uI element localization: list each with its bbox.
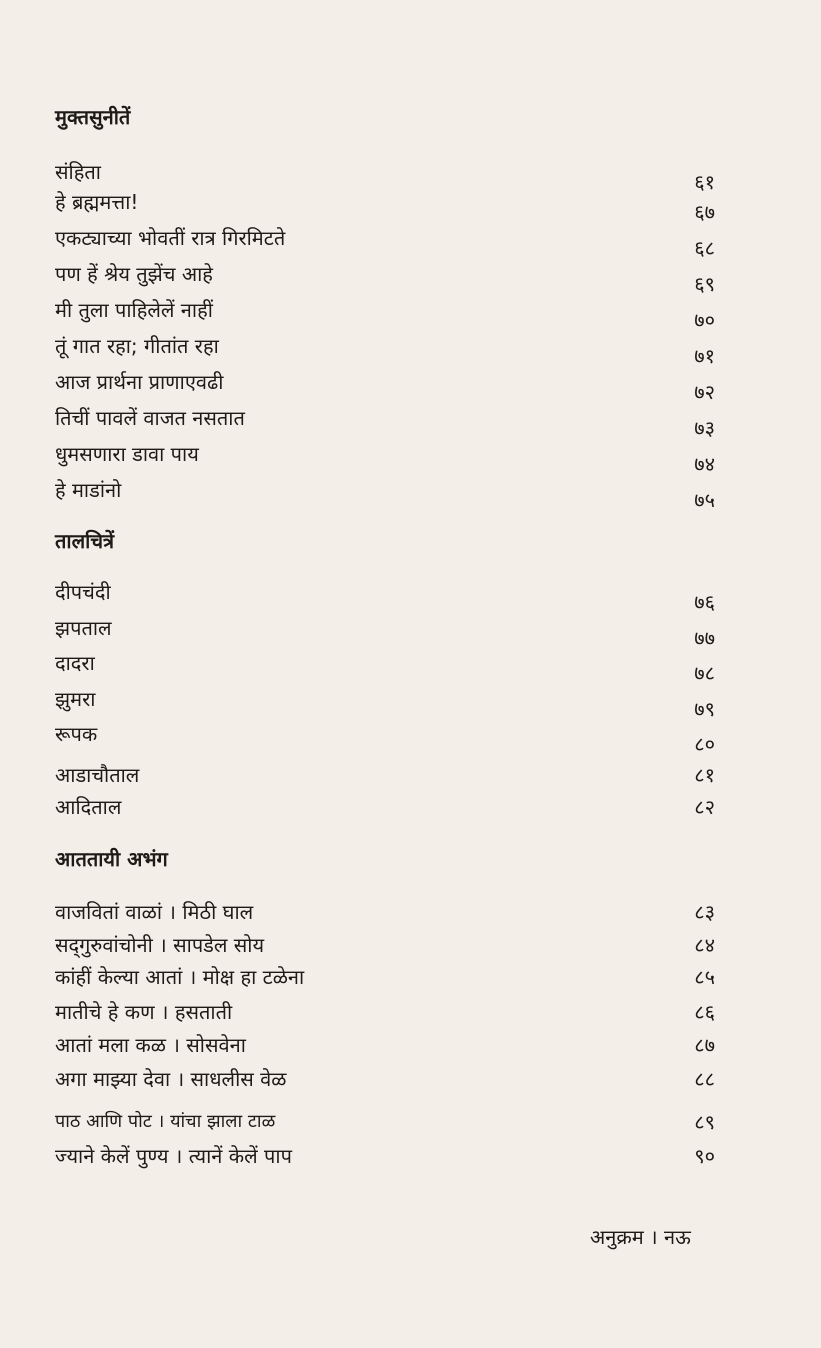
- toc-entry: [55, 930, 715, 960]
- page-footer: अनुक्रम । नऊ: [590, 1225, 691, 1249]
- entry-title: दीपचंदी: [55, 580, 111, 604]
- toc-entry: [55, 1141, 715, 1171]
- entry-title: दादरा: [55, 651, 95, 675]
- entry-page-number: ८२: [694, 795, 715, 819]
- entry-title: पण हें श्रेय तुझेंच आहे: [55, 262, 213, 286]
- entry-page-number: ८९: [694, 1110, 715, 1134]
- entry-page-number: ६९: [694, 272, 715, 296]
- entry-page-number: ८५: [694, 965, 715, 989]
- entry-page-number: ७२: [694, 380, 715, 404]
- toc-entry: [55, 577, 715, 614]
- entry-page-number: ७४: [694, 452, 715, 476]
- toc-entry: [55, 295, 715, 332]
- entry-title: आडाचौताल: [55, 763, 140, 787]
- entry-title: आज प्रार्थना प्राणाएवढी: [55, 370, 224, 394]
- entry-title: झुमरा: [55, 687, 96, 711]
- toc-entry: [55, 648, 715, 685]
- entry-title: पाठ आणि पोट । यांचा झाला टाळ: [55, 1111, 276, 1132]
- toc-entry: [55, 792, 715, 822]
- entry-page-number: ७९: [694, 697, 715, 721]
- entry-page-number: ७३: [694, 416, 715, 440]
- entry-title: रूपक: [55, 722, 98, 746]
- entry-page-number: ६८: [694, 236, 715, 260]
- toc-entry: [55, 157, 715, 194]
- toc-entry: [55, 439, 715, 476]
- toc-entry: [55, 719, 715, 756]
- entry-page-number: ७८: [694, 661, 715, 685]
- entry-title: अगा माझ्या देवा । साधलीस वेळ: [55, 1067, 287, 1091]
- entry-title: आदिताल: [55, 795, 122, 819]
- entry-title: एकट्याच्या भोवतीं रात्र गिरमिटते: [55, 226, 286, 250]
- toc-entry: [55, 684, 715, 721]
- entry-page-number: ७६: [694, 590, 715, 614]
- entry-title: धुमसणारा डावा पाय: [55, 442, 199, 466]
- toc-entry: [55, 403, 715, 440]
- toc-entry: [55, 259, 715, 296]
- entry-title: तूं गात रहा; गीतांत रहा: [55, 334, 219, 358]
- entry-title: ज्याने केलें पुण्य । त्यानें केलें पाप: [55, 1144, 292, 1168]
- entry-page-number: ८७: [694, 1033, 715, 1057]
- entry-title: वाजवितां वाळां । मिठी घाल: [55, 900, 254, 924]
- entry-title: मी तुला पाहिलेलें नाहीं: [55, 298, 213, 322]
- entry-page-number: ७५: [694, 488, 715, 512]
- toc-entry: [55, 475, 715, 512]
- toc-entry: [55, 962, 715, 992]
- entry-title: संहिता: [55, 160, 101, 184]
- entry-page-number: ७०: [694, 308, 715, 332]
- entry-page-number: ८८: [694, 1067, 715, 1091]
- section-heading-talchitre: तालचित्रें: [55, 529, 115, 553]
- toc-entry: [55, 1107, 715, 1137]
- toc-entry: [55, 223, 715, 260]
- section-heading-muktasunite: मुक्तसुनीतें: [55, 105, 131, 129]
- toc-entry: [55, 1030, 715, 1060]
- entry-page-number: ८३: [694, 900, 715, 924]
- entry-page-number: ८६: [694, 1000, 715, 1024]
- section-heading-aatatayi-abhang: आततायी अभंग: [55, 847, 168, 871]
- toc-entry: [55, 760, 715, 790]
- entry-page-number: ८१: [694, 763, 715, 787]
- entry-page-number: ७७: [694, 626, 715, 650]
- entry-title: हे माडांनो: [55, 478, 122, 502]
- toc-entry: [55, 997, 715, 1027]
- toc-entry: [55, 187, 715, 224]
- entry-page-number: ६७: [694, 200, 715, 224]
- entry-page-number: ८४: [694, 933, 715, 957]
- entry-title: सद्‌गुरुवांचोनी । सापडेल सोय: [55, 933, 265, 957]
- entry-title: तिचीं पावलें वाजत नसतात: [55, 406, 245, 430]
- entry-title: झपताल: [55, 616, 112, 640]
- toc-entry: [55, 897, 715, 927]
- toc-entry: [55, 613, 715, 650]
- entry-page-number: ९०: [694, 1144, 715, 1168]
- toc-entry: [55, 331, 715, 368]
- toc-entry: [55, 1064, 715, 1094]
- entry-title: मातीचे हे कण । हसताती: [55, 1000, 233, 1024]
- entry-title: कांहीं केल्या आतां । मोक्ष हा टळेना: [55, 965, 305, 989]
- entry-title: हे ब्रह्ममत्ता!: [55, 190, 139, 214]
- toc-entry: [55, 367, 715, 404]
- entry-title: आतां मला कळ । सोसवेना: [55, 1033, 246, 1057]
- entry-page-number: ६१: [694, 170, 715, 194]
- entry-page-number: ८०: [694, 732, 715, 756]
- entry-page-number: ७१: [694, 344, 715, 368]
